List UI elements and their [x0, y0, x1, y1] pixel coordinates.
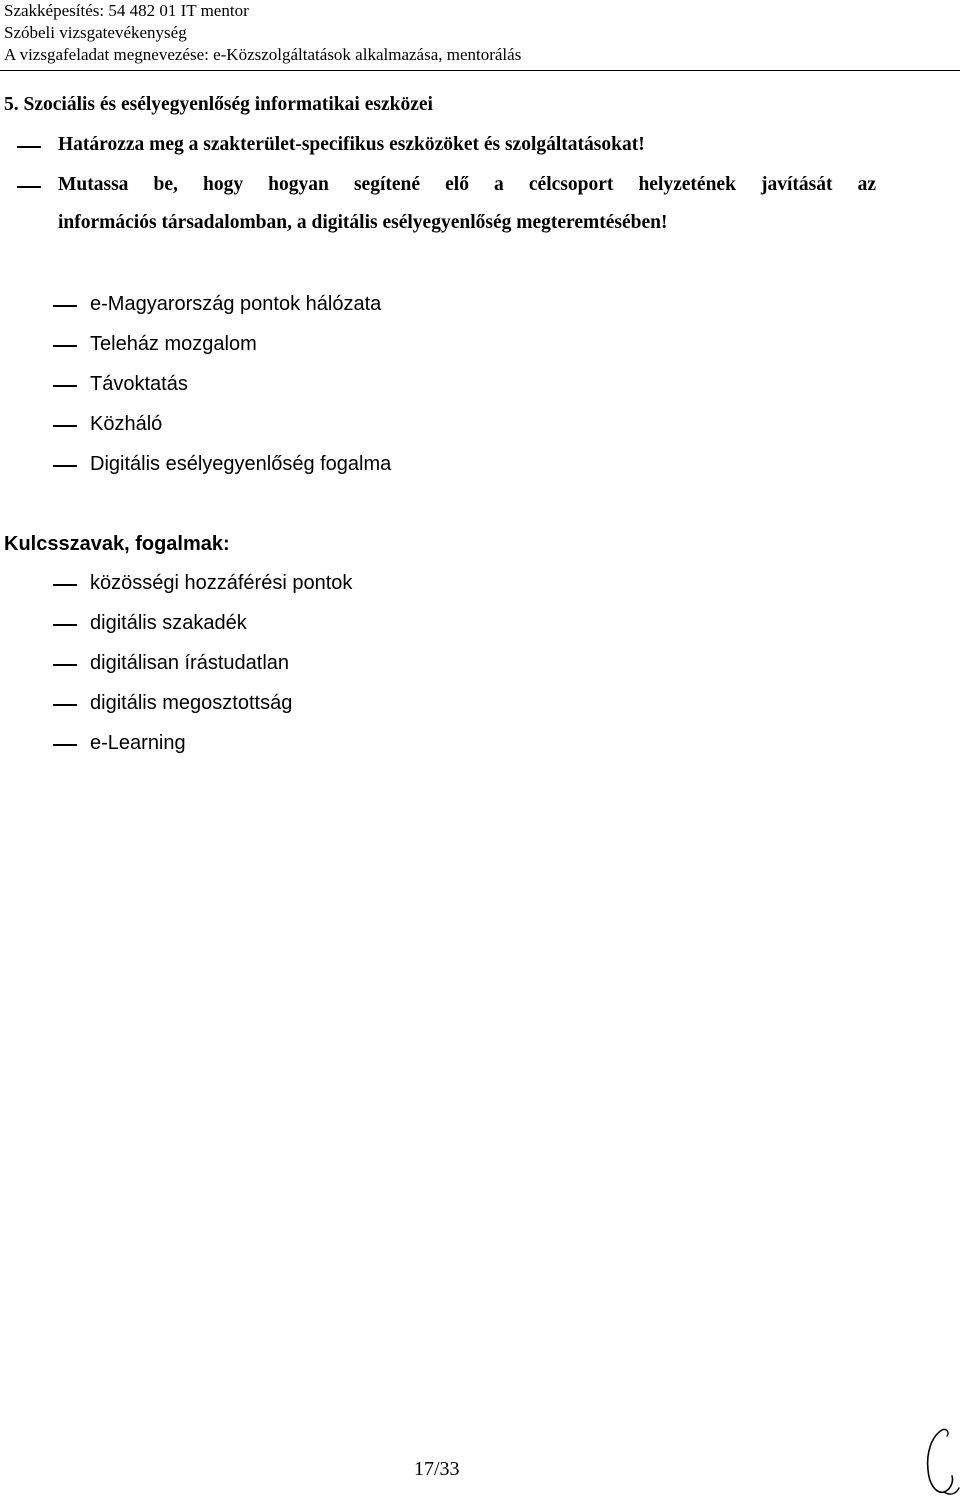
keyword-item: digitális megosztottság: [90, 692, 293, 714]
keywords-title: Kulcsszavak, fogalmak:: [4, 533, 230, 555]
keyword-item: digitálisan írástudatlan: [90, 652, 290, 674]
keyword-bullet-dash: [53, 624, 77, 626]
keyword-item: közösségi hozzáférési pontok: [90, 572, 353, 594]
topic-bullet-dash: [53, 425, 77, 427]
task-item-1: Határozza meg a szakterület-specifikus eszközöket és szolgáltatásokat!: [58, 134, 645, 155]
page-number: 17/33: [414, 1458, 460, 1480]
topic-item: Digitális esélyegyenlőség fogalma: [90, 453, 392, 475]
keyword-item: digitális szakadék: [90, 612, 247, 634]
topic-bullet-dash: [53, 305, 77, 307]
topic-bullet-dash: [53, 345, 77, 347]
keyword-item: e-Learning: [90, 732, 186, 754]
signature-mark: [920, 1422, 960, 1502]
section-title: 5. Szociális és esélyegyenlőség informatikai eszközei: [4, 94, 433, 115]
task-bullet-dash: [17, 146, 41, 148]
topic-item: Teleház mozgalom: [90, 333, 257, 355]
page-header: [4, 0, 521, 66]
task-bullet-dash: [17, 186, 41, 188]
keyword-bullet-dash: [53, 664, 77, 666]
topic-bullet-dash: [53, 385, 77, 387]
header-qualification: Szakképesítés: 54 482 01 IT mentor: [4, 1, 249, 20]
topic-item: Távoktatás: [90, 373, 188, 395]
task-item-2-line-2: információs társadalomban, a digitális esélyegyenlőség megteremtésében!: [58, 212, 668, 233]
keyword-bullet-dash: [53, 744, 77, 746]
task-item-2-line-1: Mutassa be, hogy hogyan segítené elő a célcsoport helyzetének javítását az: [58, 174, 876, 195]
keyword-bullet-dash: [53, 704, 77, 706]
header-divider: [0, 70, 960, 71]
keyword-bullet-dash: [53, 584, 77, 586]
header-task-name: A vizsgafeladat megnevezése: e-Közszolgáltatások alkalmazása, mentorálás: [4, 45, 522, 64]
topic-item: e-Magyarország pontok hálózata: [90, 293, 382, 315]
header-exam-type: Szóbeli vizsgatevékenység: [4, 23, 187, 42]
topic-item: Közháló: [90, 413, 163, 435]
topic-bullet-dash: [53, 465, 77, 467]
